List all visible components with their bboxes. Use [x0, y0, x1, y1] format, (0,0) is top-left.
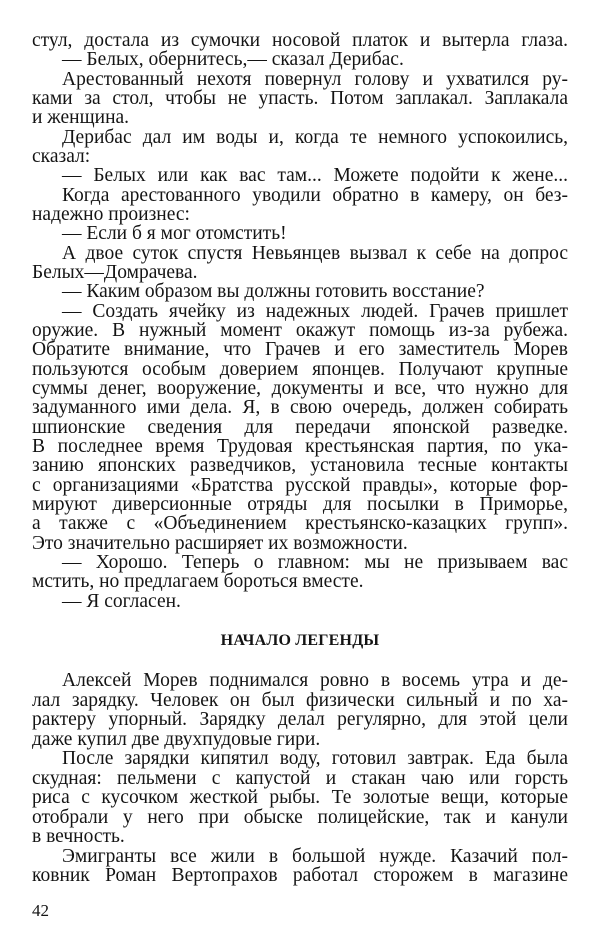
text-line: — Белых, обернитесь,— сказал Дерибас. — [62, 49, 404, 71]
text-line: сказал: — [32, 145, 91, 167]
text-line: суммы денег, вооружение, документы и все, что нужно для — [32, 377, 568, 399]
text-line: лал зарядку. Человек он был физически сильный и по ха- — [32, 689, 568, 711]
text-line: ковник Роман Вертопрахов работал сторожем в магазине — [32, 865, 568, 886]
text-line: в вечность. — [32, 826, 125, 847]
text-line: Когда арестованного уводили обратно в камеру, он без- — [62, 184, 568, 206]
text-line: даже купил две двухпудовые гири. — [32, 728, 321, 750]
text-line: Белых—Домрачева. — [32, 261, 198, 283]
text-line: Эмигранты все жили в большой нужде. Казачий пол- — [62, 845, 568, 867]
text-line: пользуются особым доверием японцев. Получают крупные — [32, 358, 568, 380]
text-line: задуманного ими дела. Я, в свою очередь, должен собирать — [32, 397, 568, 419]
text-line: скудная: пельмени с капустой и стакан чаю или горсть — [32, 767, 568, 789]
text-line: В последнее время Трудовая крестьянская партия, по ука- — [32, 435, 568, 457]
text-line: а также с «Объединением крестьянско-казацких групп». — [32, 513, 568, 535]
text-line: Дерибас дал им воды и, когда те немного успокоились, — [62, 126, 568, 148]
text-line: А двое суток спустя Невьянцев вызвал к себе на допрос — [62, 242, 568, 264]
text-line: — Создать ячейку из надежных людей. Грачев пришлет — [62, 300, 568, 322]
text-line: — Каким образом вы должны готовить восстание? — [62, 281, 485, 303]
text-line: стул, достала из сумочки носовой платок и вытерла глаза. — [32, 30, 568, 51]
text-line: риса с кусочком жесткой рыбы. Те золотые вещи, которые — [32, 787, 568, 808]
text-line: ками за стол, чтобы не упасть. Потом заплакал. Заплакала — [32, 87, 568, 109]
text-line: мстить, но предлагаем бороться вместе. — [32, 571, 364, 593]
text-line: шпионские сведения для передачи японской разведке. — [32, 416, 568, 438]
text-line: После зарядки кипятил воду, готовил завтрак. Еда была — [62, 748, 568, 769]
text-line: — Я согласен. — [62, 590, 181, 612]
section-heading: НАЧАЛО ЛЕГЕНДЫ — [220, 632, 380, 649]
text-line: Обратите внимание, что Грачев и его заместитель Морев — [32, 339, 568, 361]
text-line: занию японских разведчиков, установила тесные контакты — [32, 455, 568, 477]
text-line: с организациями «Братства русской правды», которые фор- — [32, 474, 568, 496]
page-number: 42 — [32, 901, 49, 920]
text-line: — Если б я мог отомстить! — [62, 223, 287, 245]
text-line: отобрали у него при обыске полицейские, так и канули — [32, 806, 568, 828]
text-line: Это значительно расширяет их возможности. — [32, 532, 408, 554]
text-line: — Белых или как вас там... Можете подойти к жене... — [62, 165, 568, 187]
text-line: рактеру упорный. Зарядку делал регулярно, для этой цели — [32, 709, 568, 730]
text-line: Арестованный нехотя повернул голову и ухватился ру- — [62, 68, 568, 90]
text-line: мируют диверсионные отряды для посылки в Приморье, — [32, 493, 568, 515]
text-line: Алексей Морев поднимался ровно в восемь утра и де- — [62, 670, 568, 691]
text-line: надежно произнес: — [32, 203, 190, 225]
text-line: — Хорошо. Теперь о главном: мы не призываем вас — [62, 551, 568, 573]
text-line: и женщина. — [32, 107, 130, 129]
text-line: оружие. В нужный момент окажут помощь из-за рубежа. — [32, 319, 568, 341]
